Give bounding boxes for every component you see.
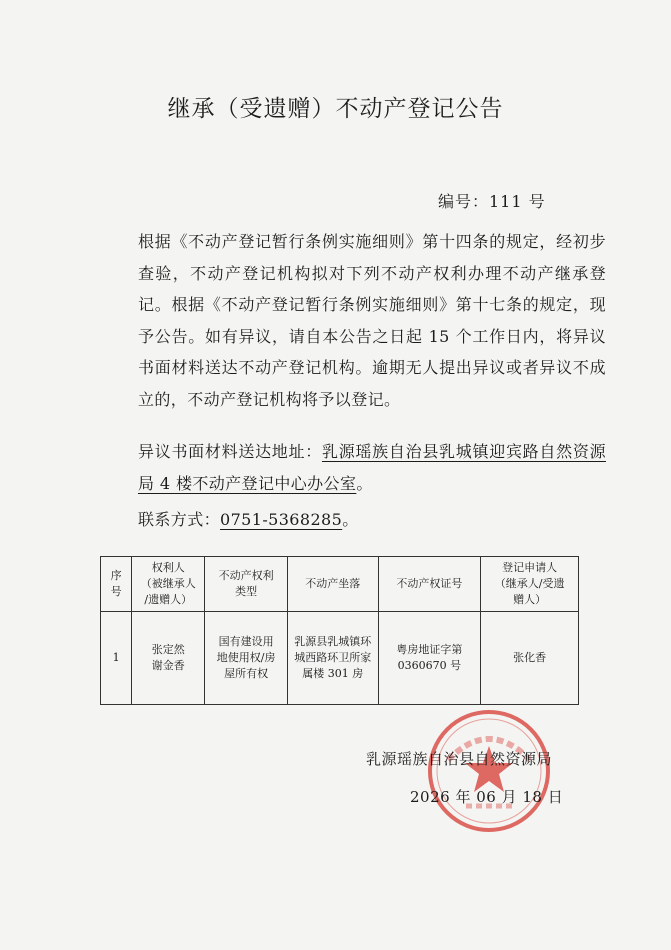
property-info-table bbox=[100, 556, 579, 705]
cell-cert-no: 粤房地证字第 0360670 号 bbox=[378, 612, 481, 705]
issuer-name: 乳源瑶族自治县自然资源局 bbox=[366, 750, 553, 768]
notice-body-paragraph: 根据《不动产登记暂行条例实施细则》第十四条的规定，经初步查验，不动产登记机构拟对下列不动产权利办理不动产继承登记。根据《不动产登记暂行条例实施细则》第十七条的规定，现予公告。如有异议，请自本公告之日起 15 个工作日内，将异议书面材料送达不动产登记机构。逾期无人提出异议或者异议不成立的，不动产登记机构将予以登记。 bbox=[138, 232, 606, 409]
cell-owner: 张定然 谢金香 bbox=[132, 612, 205, 705]
issue-date: 2026 年 06 月 18 日 bbox=[410, 788, 564, 806]
table-header-row bbox=[101, 557, 579, 612]
contact-label: 联系方式： bbox=[138, 510, 221, 529]
table-row bbox=[101, 612, 579, 705]
header-owner: 权利人 （被继承人 /遗赠人） bbox=[132, 557, 205, 612]
header-location: 不动产坐落 bbox=[288, 557, 379, 612]
header-cert-no: 不动产权证号 bbox=[378, 557, 481, 612]
contact-paragraph bbox=[105, 504, 606, 536]
cell-applicant: 张化香 bbox=[481, 612, 579, 705]
cell-location: 乳源县乳城镇环 城西路环卫所家 属楼 301 房 bbox=[288, 612, 379, 705]
contact-end: 。 bbox=[342, 510, 359, 529]
header-right-type: 不动产权利 类型 bbox=[205, 557, 288, 612]
official-seal-stamp bbox=[426, 708, 552, 834]
cell-no: 1 bbox=[101, 612, 132, 705]
header-no: 序 号 bbox=[101, 557, 132, 612]
objection-address-paragraph bbox=[105, 436, 606, 499]
cell-right-type: 国有建设用 地使用权/房 屋所有权 bbox=[205, 612, 288, 705]
address-label: 异议书面材料送达地址： bbox=[138, 442, 322, 461]
address-end: 。 bbox=[356, 473, 373, 493]
contact-phone: 0751-5368285 bbox=[220, 510, 343, 529]
header-applicant: 登记申请人 （继承人/受遗 赠人） bbox=[481, 557, 579, 612]
document-number: 编号：111 号 bbox=[438, 192, 546, 211]
address-value: 乳源瑶族自治县乳城镇迎宾路自然资源局 4 楼不动产登记中心办公室 bbox=[138, 442, 606, 493]
notice-title: 继承（受遗赠）不动产登记公告 bbox=[167, 96, 504, 122]
